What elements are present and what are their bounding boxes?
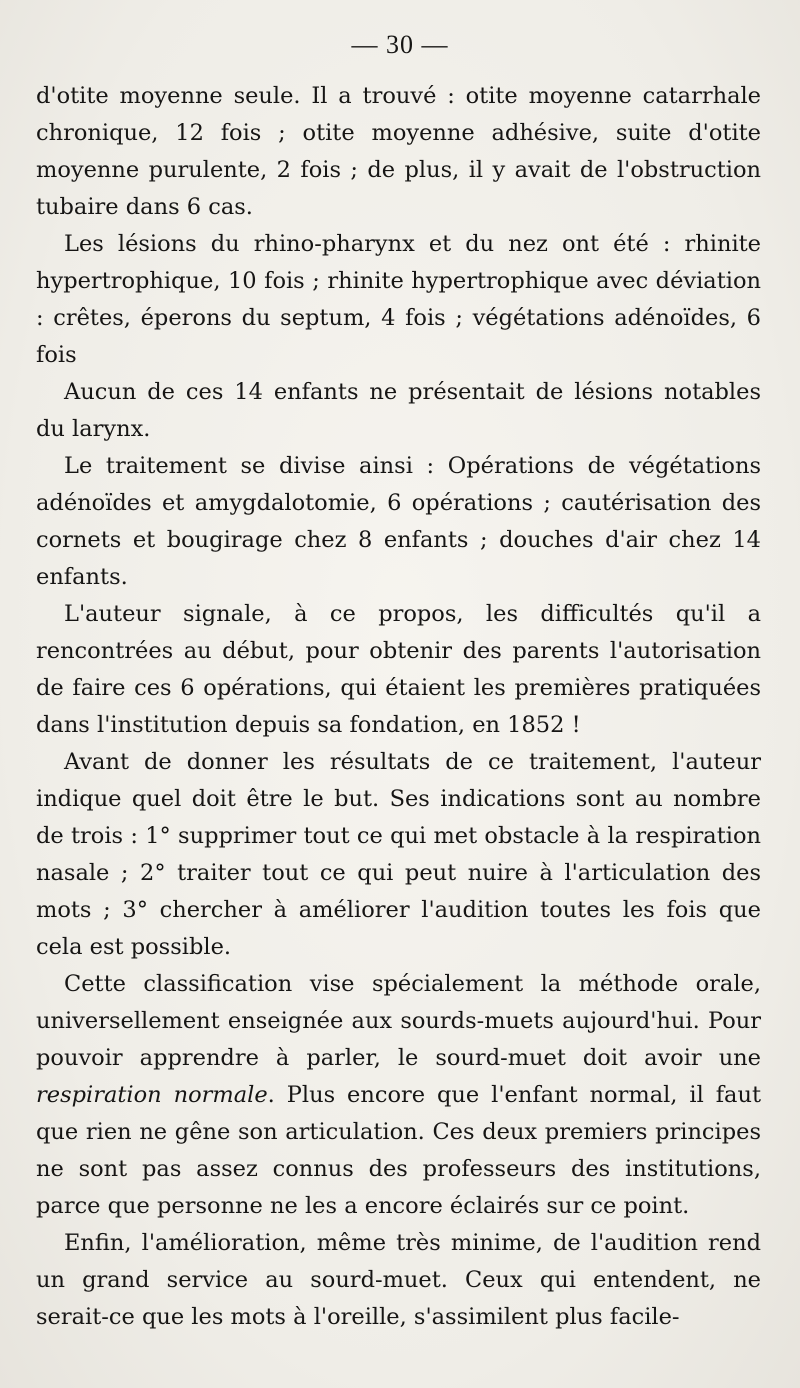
paragraph-indications: Avant de donner les résultats de ce traitement, l'auteur indique quel doit être le but. Ses indications sont au nombre de trois : 1° supprimer tout ce qui met obstacle à la respiration nasale ; 2° traiter tout ce qui peut nuire à l'articulation des mots ; 3° chercher à améliorer l'audition toutes les fois que cela est possible. xyxy=(36,749,761,960)
respiration-normale-italic: respiration normale xyxy=(36,1082,268,1108)
page-number: — 30 — xyxy=(351,30,449,59)
paragraph-classification xyxy=(36,966,761,1225)
paragraph-auteur-signale: L'auteur signale, à ce propos, les difficultés qu'il a rencontrées au début, pour obtenir des parents l'autorisation de faire ces 6 opérations, qui étaient les premières pratiquées dans l'institution depuis sa fondation, en 1852 ! xyxy=(36,601,761,738)
body-text xyxy=(36,78,761,1336)
paragraph-classification-start: Cette classification vise spécialement la méthode orale, universellement enseignée aux sourds-muets aujourd'hui. Pour pouvoir apprendre à parler, le sourd-muet doit avoir une xyxy=(36,971,761,1071)
paragraph-otite: d'otite moyenne seule. Il a trouvé : otite moyenne catarrhale chronique, 12 fois ; otite moyenne adhésive, suite d'otite moyenne purulente, 2 fois ; de plus, il y avait de l'obstruction tubaire dans 6 cas. xyxy=(36,83,761,220)
paragraph-traitement: Le traitement se divise ainsi : Opérations de végétations adénoïdes et amygdalotomie, 6 opérations ; cautérisation des cornets et bougirage chez 8 enfants ; douches d'air chez 14 enfants. xyxy=(36,453,761,590)
paragraph-classification-end: . Plus encore que l'enfant normal, il faut que rien ne gêne son articulation. Ces deux premiers principes ne sont pas assez connus des professeurs des institutions, parce que personne ne les a encore éclairés sur ce point. xyxy=(36,1082,761,1219)
paragraph-lesions-rhino-pharynx: Les lésions du rhino-pharynx et du nez ont été : rhinite hypertrophique, 10 fois ; rhinite hypertrophique avec déviation : crêtes, éperons du septum, 4 fois ; végétations adénoïdes, 6 fois xyxy=(36,231,761,368)
paragraph-audition: Enfin, l'amélioration, même très minime, de l'audition rend un grand service au sourd-muet. Ceux qui entendent, ne serait-ce que les mots à l'oreille, s'assimilent plus facile- xyxy=(36,1230,761,1330)
paragraph-larynx: Aucun de ces 14 enfants ne présentait de lésions notables du larynx. xyxy=(36,379,761,442)
